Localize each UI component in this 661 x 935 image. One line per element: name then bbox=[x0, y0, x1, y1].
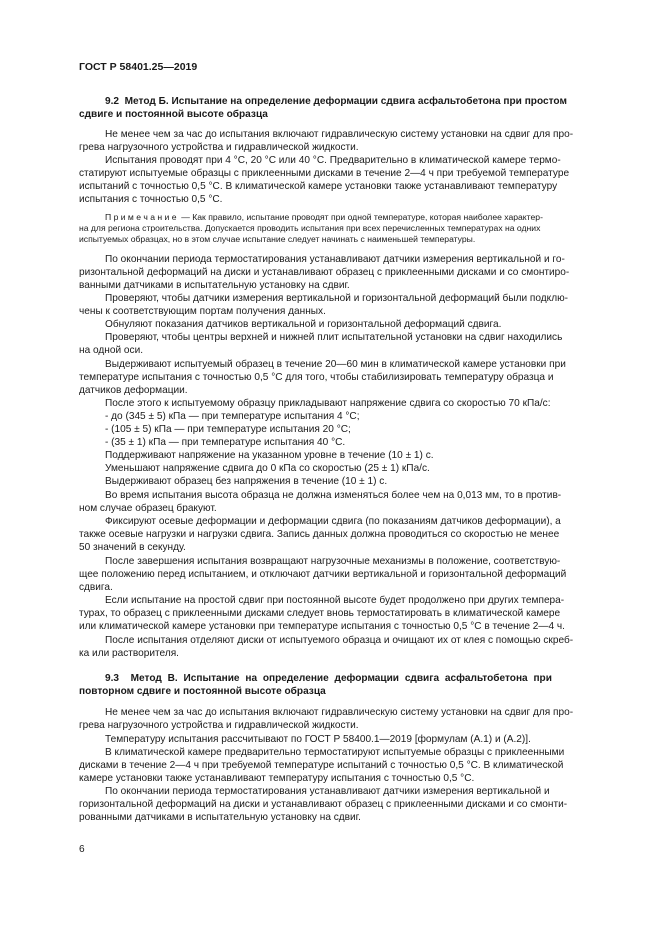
text-line: испытания с точностью 0,5 °С. bbox=[79, 194, 223, 205]
text-line: грева нагрузочного устройства и гидравлической жидкости. bbox=[79, 720, 359, 731]
heading-line: 9.3 Метод В. Испытание на определение деформации сдвига асфальтобетона при bbox=[105, 673, 552, 684]
heading-line: повторном сдвиге и постоянной высоте образца bbox=[79, 686, 326, 697]
list-item: - (105 ± 5) кПа — при температуре испытания 20 °С; bbox=[105, 424, 351, 435]
text-line: Проверяют, чтобы центры верхней и нижней плит испытательной установки на сдвиг находились bbox=[105, 332, 563, 343]
text-line: щее положению перед испытанием, и отключают датчики вертикальной и горизонтальной деформаций bbox=[79, 569, 567, 580]
text-line: или климатической камере установки при температуре испытания с точностью 0,5 °С в течение 2—4 ч. bbox=[79, 621, 565, 632]
text-line: Выдерживают образец без напряжения в течение (10 ± 1) с. bbox=[105, 476, 388, 487]
text-line: сдвига. bbox=[79, 582, 113, 593]
text-line: В климатической камере предварительно термостатируют испытуемые образцы с приклеенными bbox=[105, 747, 565, 758]
text-line: турах, то образец с приклеенными дисками следует вновь термостатировать в климатической камере bbox=[79, 608, 561, 619]
text-line: ка или растворителя. bbox=[79, 648, 179, 659]
text-line: Проверяют, чтобы датчики измерения вертикальной и горизонтальной деформаций были подклю- bbox=[105, 293, 569, 304]
text-line: Не менее чем за час до испытания включают гидравлическую систему установки на сдвиг для про- bbox=[105, 129, 574, 140]
text-line: По окончании периода термостатирования устанавливают датчики измерения вертикальной и bbox=[105, 786, 550, 797]
note-line: П р и м е ч а н и е — Как правило, испытание проводят при одной температуре, которая наиболее характер- bbox=[105, 212, 543, 222]
text-line: Уменьшают напряжение сдвига до 0 кПа со скоростью (25 ± 1) кПа/с. bbox=[105, 463, 430, 474]
text-line: ризонтальной деформаций на диски и устанавливают образец с приклеенными дисками и со смонтиро- bbox=[79, 267, 570, 278]
page-number: 6 bbox=[79, 844, 85, 855]
text-line: чены к соответствующим портам получения данных. bbox=[79, 306, 326, 317]
list-item: - (35 ± 1) кПа — при температуре испытания 40 °С. bbox=[105, 437, 346, 448]
text-line: Испытания проводят при 4 °С, 20 °С или 40 °С. Предварительно в климатической камере термо- bbox=[105, 155, 561, 166]
text-line: ном случае образец бракуют. bbox=[79, 503, 217, 514]
text-line: После завершения испытания возвращают нагрузочные механизмы в положение, соответствую- bbox=[105, 556, 561, 567]
text-line: датчиков деформации. bbox=[79, 385, 188, 396]
text-line: камере установки также устанавливают температуру испытания с точностью 0,5 °С. bbox=[79, 773, 475, 784]
text-line: 50 значений в секунду. bbox=[79, 542, 186, 553]
text-line: дисками в течение 2—4 ч при требуемой температуре испытаний с точностью 0,5 °С. В климатической bbox=[79, 760, 564, 771]
note-line: на для региона строительства. Допускается проводить испытания при всех перечисленных температурах на одних bbox=[79, 223, 541, 233]
text-line: также осевые нагрузки и нагрузки сдвига. Запись данных должна проводиться со скоростью не менее bbox=[79, 529, 560, 540]
text-line: ванными датчиками в испытательную установку на сдвиг. bbox=[79, 280, 350, 291]
text-line: Во время испытания высота образца не должна изменяться более чем на 0,013 мм, то в против- bbox=[105, 490, 562, 501]
document-header: ГОСТ Р 58401.25—2019 bbox=[79, 61, 198, 73]
text-line: По окончании периода термостатирования устанавливают датчики измерения вертикальной и го- bbox=[105, 254, 565, 265]
text-line: Выдерживают испытуемый образец в течение 20—60 мин в климатической камере установки при bbox=[105, 359, 566, 370]
text-line: Не менее чем за час до испытания включают гидравлическую систему установки на сдвиг для про- bbox=[105, 707, 574, 718]
text-line: статируют испытуемые образцы с приклеенными дисками в течение 2—4 ч при требуемой температуре bbox=[79, 168, 570, 179]
text-line: Фиксируют осевые деформации и деформации сдвига (по показаниям датчиков деформации), а bbox=[105, 516, 561, 527]
text-line: рованными датчиками в испытательную установку на сдвиг. bbox=[79, 812, 361, 823]
text-line: на одной оси. bbox=[79, 345, 144, 356]
list-item: - до (345 ± 5) кПа — при температуре испытания 4 °С; bbox=[105, 411, 360, 422]
heading-line: 9.2 Метод Б. Испытание на определение деформации сдвига асфальтобетона при простом bbox=[105, 96, 567, 107]
text-line: грева нагрузочного устройства и гидравлической жидкости. bbox=[79, 142, 359, 153]
text-line: Если испытание на простой сдвиг при постоянной высоте будет продолжено при других темпера- bbox=[105, 595, 565, 606]
text-line: испытаний с точностью 0,5 °С. В климатической камере установки также устанавливают температуру bbox=[79, 181, 558, 192]
text-line: Обнуляют показания датчиков вертикальной и горизонтальной деформаций сдвига. bbox=[105, 319, 502, 330]
text-line: После этого к испытуемому образцу прикладывают напряжение сдвига со скоростью 70 кПа/с: bbox=[105, 398, 551, 409]
text-line: температуре испытания с точностью 0,5 °С для того, чтобы стабилизировать температуру образца и bbox=[79, 372, 554, 383]
text-line: горизонтальной деформаций на диски и устанавливают образец с приклеенными дисками и со смонти- bbox=[79, 799, 568, 810]
heading-line: сдвиге и постоянной высоте образца bbox=[79, 109, 268, 120]
text-line: Температуру испытания рассчитывают по ГОСТ Р 58400.1—2019 [формулам (А.1) и (А.2)]. bbox=[105, 734, 531, 745]
note-line: испытуемых образцах, но в этом случае испытание следует начинать с наименьшей температуры. bbox=[79, 234, 476, 244]
text-line: Поддерживают напряжение на указанном уровне в течение (10 ± 1) с. bbox=[105, 450, 434, 461]
text-line: После испытания отделяют диски от испытуемого образца и очищают их от клея с помощью скреб- bbox=[105, 635, 574, 646]
